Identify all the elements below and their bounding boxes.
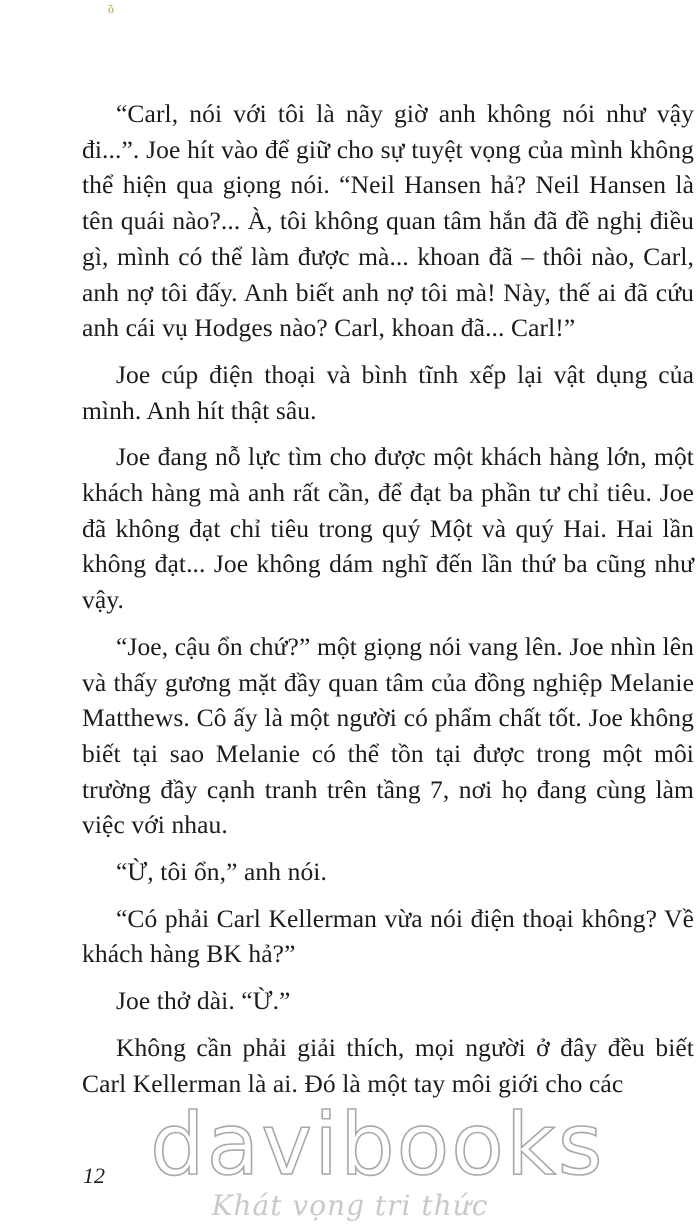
body-text (82, 96, 694, 1101)
paragraph: “Ừ, tôi ổn,” anh nói. (116, 857, 327, 887)
paragraph: “Joe, cậu ổn chứ?” một giọng nói vang lên. Joe nhìn lên và thấy gương mặt đầy quan tâm của đồng nghiệp Melanie Matthews. Cô ấy là một người có phẩm chất tốt. Joe không biết tại sao Melanie có thể tồn tại được trong một môi trường đầy cạnh tranh trên tầng 7, nơi họ đang cùng làm việc với nhau. (82, 631, 694, 840)
paragraph: Joe đang nỗ lực tìm cho được một khách hàng lớn, một khách hàng mà anh rất cần, để đạt ba phần tư chỉ tiêu. Joe đã không đạt chỉ tiêu trong quý Một và quý Hai. Hai lần không đạt... Joe không dám nghĩ đến lần thứ ba cũng như vậy. (82, 442, 694, 615)
page-number: 12 (83, 1163, 105, 1188)
paragraph: “Carl, nói với tôi là nãy giờ anh không nói như vậy đi...”. Joe hít vào để giữ cho sự tuyệt vọng của mình không thể hiện qua giọng nói. “Neil Hansen hả? Neil Hansen là tên quái nào?... À, tôi không quan tâm hắn đã đề nghị điều gì, mình có thể làm được mà... khoan đã – thôi nào, Carl, anh nợ tôi đấy. Anh biết anh nợ tôi mà! Này, thế ai đã cứu anh cái vụ Hodges nào? Carl, khoan đã... Carl!” (82, 99, 694, 343)
watermark-brand: davibooks (150, 1095, 605, 1195)
paragraph: Joe thở dài. “Ừ.” (116, 986, 291, 1016)
paragraph: “Có phải Carl Kellerman vừa nói điện thoại không? Về khách hàng BK hả?” (82, 903, 694, 969)
corner-mark: ồ (108, 2, 114, 16)
watermark-slogan: Khát vọng tri thức (211, 1189, 489, 1222)
paragraph: Joe cúp điện thoại và bình tĩnh xếp lại vật dụng của mình. Anh hít thật sâu. (82, 359, 694, 425)
watermark-logo (150, 1095, 605, 1225)
paragraph: Không cần phải giải thích, mọi người ở đây đều biết Carl Kellerman là ai. Đó là một tay môi giới cho các (82, 1032, 694, 1098)
